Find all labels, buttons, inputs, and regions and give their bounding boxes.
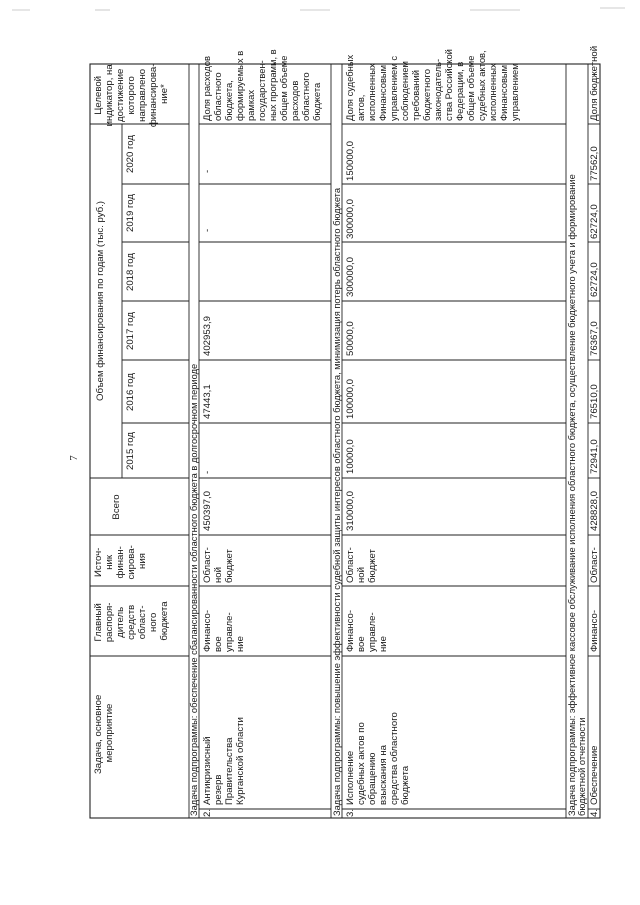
row-number: 4. <box>589 808 600 817</box>
row-2016: 47443,1 <box>202 384 213 419</box>
row-2020: 77562,0 <box>589 146 600 181</box>
row-target: Доля судебных актов, исполненных Финансовым управлением с соблюдением требований бюджетного законодатель- ства Российской Федерации, в общем объеме судебных актов, исполненных Финансовым управлением <box>344 49 520 121</box>
row-number: 3. <box>345 808 356 817</box>
row-2015: 72941,0 <box>589 439 600 474</box>
row-total: 450397,0 <box>202 490 213 531</box>
row-2019: 300000,0 <box>345 198 356 239</box>
row-source: Област- <box>589 547 600 583</box>
header-year-2017: 2017 год <box>125 311 136 351</box>
header-task: Задача, основное мероприятие <box>93 694 115 775</box>
row-total: 310000,0 <box>345 490 356 531</box>
row-2017: 402953,9 <box>202 315 213 356</box>
header-year-2015: 2015 год <box>125 431 136 471</box>
row-2017: 76367,0 <box>589 321 600 356</box>
header-total: Всего <box>111 494 122 520</box>
row-2016: 76510,0 <box>589 384 600 419</box>
section-task-1: Задача подпрограммы: обеспечение сбалансированности областного бюджета в долгосрочном периоде <box>189 363 199 816</box>
header-target: Целевой индикатор, на достижение которого направлено финансирова- ние* <box>93 63 170 128</box>
row-total: 428828,0 <box>589 490 600 531</box>
row-name: Исполнение судебных актов по обращению взыскания на средства областного бюджета <box>345 712 411 805</box>
row-admin: Финансо- вое управле- ние <box>345 609 389 652</box>
row-2018: 300000,0 <box>345 256 356 297</box>
row-source: Област- ной бюджет <box>345 547 378 583</box>
header-year-2018: 2018 год <box>125 252 136 292</box>
row-2019: 62724,0 <box>589 204 600 239</box>
header-year-2016: 2016 год <box>125 372 136 412</box>
row-admin: Финансо- <box>589 609 600 652</box>
row-source: Област- ной бюджет <box>202 547 235 583</box>
row-admin: Финансо- вое управле- ние <box>202 609 246 652</box>
row-name: Обеспечение <box>589 745 600 805</box>
header-year-2019: 2019 год <box>125 193 136 233</box>
section-task-3: Задача подпрограммы: эффективное кассовое обслуживание исполнения областного бюджета, осуществление бюджетного учета и формирование бюджетной отчетности <box>567 174 587 816</box>
row-2018: 62724,0 <box>589 262 600 297</box>
header-source: Источ- ник финан- сирова- ния <box>93 545 148 580</box>
row-number: 2. <box>202 808 213 817</box>
header-admin: Главный распоря- дитель средств област- ного бюджета <box>93 601 170 643</box>
row-name: Антикризисный резерв Правительства Курганской области <box>202 717 246 805</box>
header-year-2020: 2020 год <box>125 134 136 174</box>
row-2020: 150000,0 <box>345 140 356 181</box>
row-2020: - <box>202 169 213 173</box>
row-2016: 100000,0 <box>345 378 356 419</box>
header-funding-group: Объем финансирования по годам (тыс. руб.) <box>95 201 106 401</box>
row-2017: 50000,0 <box>345 321 356 356</box>
row-2015: - <box>202 470 213 474</box>
row-target: Доля расходов областного бюджета, формируемых в рамках государствен- ных программ, в общем объеме расходов областного бюджета <box>201 49 322 121</box>
row-target: Доля бюджетной <box>589 45 600 121</box>
row-2015: 10000,0 <box>345 439 356 474</box>
row-2019: - <box>202 228 213 232</box>
section-task-2: Задача подпрограммы: повышение эффективности судебной защиты интересов областного бюджета, минимизация потерь областного бюджета <box>332 187 342 816</box>
page-number: 7 <box>68 455 80 461</box>
